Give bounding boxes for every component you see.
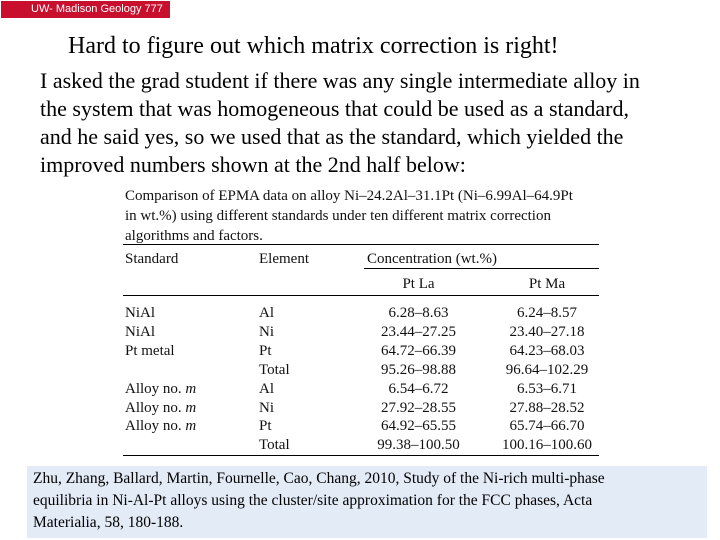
header-bottom-rule [123,295,599,296]
row-element: Pt [259,342,272,359]
standard-suffix: m [185,418,197,435]
row-pt-ma: 65.74–66.70 [509,418,585,435]
row-element: Total [259,437,290,454]
standard-name: Alloy no. [125,380,182,397]
table-bottom-rule [123,455,599,456]
standard-name: NiAl [125,323,155,340]
row-pt-la: 95.26–98.88 [381,361,456,378]
row-standard [125,399,196,417]
standard-suffix: m [185,380,197,397]
row-pt-ma: 96.64–102.29 [505,361,589,378]
citation-line: equilibria in Ni-Al-Pt alloys using the cluster/site approximation for the FCC phases, Acta [33,492,593,509]
epma-comparison-table [117,180,610,458]
row-pt-ma: 27.88–28.52 [509,399,585,416]
standard-name: Alloy no. [125,399,182,416]
standard-suffix: m [185,399,197,416]
row-pt-la: 64.72–66.39 [381,342,456,359]
caption-line: algorithms and factors. [125,228,263,244]
body-line: improved numbers shown at the 2nd half below: [40,152,466,177]
body-line: the system that was homogeneous that could be used as a standard, [40,96,629,121]
header-concentration: Concentration (wt.%) [367,251,497,267]
row-pt-ma: 6.53–6.71 [517,380,577,397]
row-standard [125,342,175,360]
row-element: Total [259,361,290,378]
citation-box [27,466,707,538]
row-pt-ma: 6.24–8.57 [517,305,577,321]
header-pt-la: Pt La [402,276,435,292]
header-pt-ma: Pt Ma [528,276,566,292]
row-pt-ma: 64.23–68.03 [509,342,585,359]
row-pt-la: 64.92–65.55 [381,418,456,435]
standard-name: Pt metal [125,342,175,359]
standard-name: NiAl [125,305,155,321]
body-text [40,67,710,179]
citation-line: Zhu, Zhang, Ballard, Martin, Fournelle, Cao, Chang, 2010, Study of the Ni-rich multi-phase [33,470,605,487]
row-element: Ni [259,323,274,340]
course-badge: UW- Madison Geology 777 [0,0,171,19]
row-standard [125,380,196,398]
row-element: Al [259,305,274,321]
row-pt-la: 27.92–28.55 [381,399,456,416]
slide-title: Hard to figure out which matrix correction is right! [68,33,559,59]
row-standard [125,417,196,435]
body-line: and he said yes, so we used that as the standard, which yielded the [40,124,624,149]
row-pt-ma: 100.16–100.60 [502,437,592,454]
row-pt-la: 6.54–6.72 [388,380,449,397]
table-caption [125,186,573,246]
concentration-rule [364,268,599,269]
row-standard [125,323,155,341]
table-top-rule [123,244,599,245]
caption-line: in wt.%) using different standards under ten different matrix correction [125,208,551,224]
row-element: Al [259,380,274,397]
row-standard [125,304,155,322]
row-element: Ni [259,399,274,416]
row-pt-la: 23.44–27.25 [381,323,456,340]
row-pt-la: 99.38–100.50 [377,437,460,454]
row-pt-ma: 23.40–27.18 [509,323,585,340]
standard-name: Alloy no. [125,418,182,435]
row-element: Pt [259,418,272,435]
body-line: I asked the grad student if there was any single intermediate alloy in [40,68,640,93]
caption-line: Comparison of EPMA data on alloy Ni–24.2Al–31.1Pt (Ni–6.99Al–64.9Pt [125,188,573,204]
header-element: Element [259,251,309,267]
citation-line: Materialia, 58, 180-188. [33,514,184,531]
row-pt-la: 6.28–8.63 [388,305,449,321]
header-standard: Standard [125,251,179,267]
